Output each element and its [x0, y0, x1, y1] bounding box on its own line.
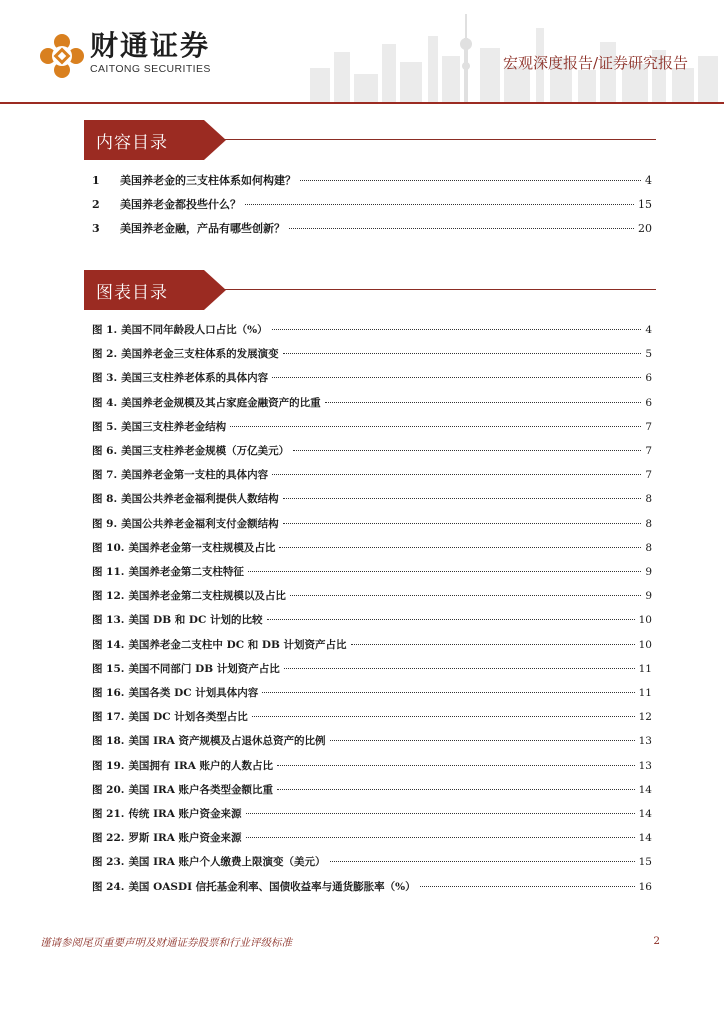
toc-title: 美国养老金都投些什么？ — [120, 198, 241, 211]
toc-title: 美国养老金融，产品有哪些创新？ — [120, 222, 285, 235]
dot-leader — [290, 595, 641, 596]
figure-title: 美国养老金二支柱中 DC 和 DB 计划资产占比 — [128, 638, 347, 651]
figure-entry[interactable] — [92, 758, 652, 775]
figure-entry[interactable] — [92, 443, 652, 460]
report-type: 宏观深度报告/证券研究报告 — [502, 54, 688, 72]
caitong-logo-icon — [40, 34, 84, 78]
figure-page: 16 — [638, 880, 652, 893]
dot-leader — [272, 474, 641, 475]
figure-title: 美国公共养老金福利提供人数结构 — [121, 493, 279, 506]
figure-entry[interactable] — [92, 661, 652, 678]
figure-title: 美国养老金三支柱体系的发展演变 — [121, 348, 279, 361]
figure-entry[interactable] — [92, 322, 652, 339]
figure-title: 罗斯 IRA 账户资金来源 — [128, 832, 242, 845]
toc-number: 3 — [92, 222, 100, 235]
figures-title: 图表目录 — [96, 283, 168, 303]
figure-label: 图 5. — [92, 420, 118, 433]
dot-leader — [267, 619, 635, 620]
figure-label: 图 23. — [92, 856, 125, 869]
dot-leader — [325, 402, 642, 403]
figure-label: 图 16. — [92, 687, 125, 699]
dot-leader — [262, 692, 634, 693]
toc-page: 15 — [638, 198, 652, 211]
figure-entry[interactable] — [92, 540, 652, 557]
figure-entry[interactable] — [92, 370, 652, 387]
figure-label: 图 11. — [92, 566, 125, 578]
figure-entry[interactable] — [92, 879, 652, 896]
figure-page: 14 — [638, 808, 652, 820]
figure-entry[interactable] — [92, 782, 652, 799]
figure-page: 12 — [638, 711, 652, 724]
dot-leader — [300, 180, 641, 181]
figure-title: 美国养老金第二支柱特征 — [128, 566, 244, 578]
figure-page: 7 — [645, 420, 652, 433]
figure-label: 图 6. — [92, 445, 118, 457]
dot-leader — [284, 668, 635, 669]
dot-leader — [351, 644, 635, 645]
figure-entry[interactable] — [92, 637, 652, 654]
contents-section-header — [84, 120, 656, 160]
figure-label: 图 12. — [92, 590, 125, 603]
toc-page: 4 — [645, 174, 652, 187]
figure-title: 美国养老金第二支柱规模以及占比 — [128, 590, 286, 603]
toc-number: 2 — [92, 198, 100, 211]
figure-page: 8 — [645, 493, 652, 506]
toc-entry[interactable] — [92, 220, 652, 238]
figure-label: 图 17. — [92, 711, 125, 724]
figure-entry[interactable] — [92, 830, 652, 847]
brand-name-cn: 财通证券 — [90, 29, 211, 62]
toc-entry[interactable] — [92, 172, 652, 190]
dot-leader — [330, 740, 635, 741]
dot-leader — [330, 861, 635, 862]
figure-label: 图 10. — [92, 541, 125, 554]
toc-entry[interactable] — [92, 196, 652, 214]
figure-page: 10 — [638, 638, 652, 651]
header-divider — [0, 102, 724, 104]
dot-leader — [283, 523, 642, 524]
figure-entry[interactable] — [92, 733, 652, 750]
figure-page: 14 — [638, 783, 652, 796]
figure-title: 美国养老金第一支柱规模及占比 — [128, 541, 276, 554]
figure-page: 9 — [645, 566, 652, 578]
dot-leader — [245, 204, 634, 205]
dot-leader — [283, 498, 642, 499]
page-header — [0, 0, 724, 104]
dot-leader — [230, 426, 641, 427]
figure-page: 10 — [638, 614, 652, 627]
figure-page: 8 — [645, 541, 652, 554]
figure-label: 图 18. — [92, 735, 125, 748]
figure-label: 图 3. — [92, 372, 118, 385]
dot-leader — [246, 837, 635, 838]
figure-label: 图 13. — [92, 614, 125, 627]
figure-title: 美国三支柱养老金规模（万亿美元） — [121, 445, 290, 457]
figure-page: 9 — [645, 590, 652, 603]
dot-leader — [252, 716, 635, 717]
dot-leader — [420, 886, 635, 887]
figure-label: 图 15. — [92, 662, 125, 675]
figure-title: 美国公共养老金福利支付金额结构 — [121, 517, 279, 530]
figure-page: 7 — [645, 445, 652, 457]
figure-label: 图 8. — [92, 493, 118, 506]
figure-label: 图 22. — [92, 832, 125, 845]
contents-title: 内容目录 — [96, 133, 168, 153]
figure-title: 美国养老金第一支柱的具体内容 — [121, 469, 269, 482]
figure-entry[interactable] — [92, 709, 652, 726]
figure-entry[interactable] — [92, 806, 652, 823]
figure-label: 图 2. — [92, 348, 118, 361]
figure-page: 6 — [645, 396, 652, 409]
figure-page: 7 — [645, 469, 652, 482]
dot-leader — [272, 329, 642, 330]
figure-entry[interactable] — [92, 854, 652, 871]
figures-section-header — [84, 270, 656, 310]
figure-label: 图 1. — [92, 324, 118, 336]
figure-page: 14 — [638, 832, 652, 845]
figure-label: 图 14. — [92, 638, 125, 651]
figure-title: 美国 IRA 资产规模及占退休总资产的比例 — [128, 735, 326, 748]
page-number: 2 — [653, 935, 660, 947]
figure-page: 15 — [638, 856, 652, 869]
figure-title: 美国不同年龄段人口占比（%） — [121, 324, 268, 336]
figure-entry[interactable] — [92, 395, 652, 412]
figure-page: 11 — [638, 687, 652, 699]
dot-leader — [272, 377, 641, 378]
figure-entry[interactable] — [92, 346, 652, 363]
figure-title: 美国三支柱养老金结构 — [121, 420, 227, 433]
figure-entry[interactable] — [92, 419, 652, 436]
section-divider — [220, 139, 656, 140]
dot-leader — [289, 228, 634, 229]
figure-page: 5 — [645, 348, 652, 361]
figure-entry[interactable] — [92, 612, 652, 629]
figure-page: 13 — [638, 759, 652, 772]
figure-title: 美国 IRA 账户各类型金额比重 — [128, 783, 274, 796]
dot-leader — [277, 789, 635, 790]
figure-label: 图 7. — [92, 469, 118, 482]
figure-title: 美国 DB 和 DC 计划的比较 — [128, 614, 263, 627]
toc-page: 20 — [638, 222, 652, 235]
toc-number: 1 — [92, 174, 100, 187]
figure-title: 美国 IRA 账户个人缴费上限演变（美元） — [128, 856, 326, 869]
figure-page: 6 — [645, 372, 652, 385]
figure-title: 美国 DC 计划各类型占比 — [128, 711, 248, 724]
figure-title: 美国三支柱养老体系的具体内容 — [121, 372, 269, 385]
figure-label: 图 4. — [92, 396, 118, 409]
figure-title: 美国不同部门 DB 计划资产占比 — [128, 662, 280, 675]
figure-page: 8 — [645, 517, 652, 530]
dot-leader — [246, 813, 635, 814]
brand-name-en: CAITONG SECURITIES — [90, 63, 211, 75]
dot-leader — [283, 353, 642, 354]
figure-label: 图 24. — [92, 880, 125, 893]
figure-label: 图 21. — [92, 808, 125, 820]
figure-label: 图 19. — [92, 759, 125, 772]
figure-title: 传统 IRA 账户资金来源 — [128, 808, 242, 820]
dot-leader — [279, 547, 641, 548]
figure-page: 13 — [638, 735, 652, 748]
dot-leader — [248, 571, 641, 572]
section-divider — [220, 289, 656, 290]
figure-title: 美国拥有 IRA 账户的人数占比 — [128, 759, 274, 772]
figure-page: 4 — [645, 324, 652, 336]
dot-leader — [293, 450, 641, 451]
figure-label: 图 20. — [92, 783, 125, 796]
figure-entry[interactable] — [92, 588, 652, 605]
toc-title: 美国养老金的三支柱体系如何构建？ — [120, 174, 296, 187]
figure-entry[interactable] — [92, 491, 652, 508]
figure-title: 美国各类 DC 计划具体内容 — [128, 687, 259, 699]
figure-title: 美国养老金规模及其占家庭金融资产的比重 — [121, 396, 321, 409]
figure-entry[interactable] — [92, 564, 652, 581]
figure-entry[interactable] — [92, 516, 652, 533]
figure-title: 美国 OASDI 信托基金利率、国债收益率与通货膨胀率（%） — [128, 880, 416, 893]
disclaimer-note: 谨请参阅尾页重要声明及财通证券股票和行业评级标准 — [40, 937, 292, 949]
figure-page: 11 — [638, 662, 652, 675]
figure-label: 图 9. — [92, 517, 118, 530]
figure-entry[interactable] — [92, 685, 652, 702]
figure-entry[interactable] — [92, 467, 652, 484]
dot-leader — [277, 765, 635, 766]
